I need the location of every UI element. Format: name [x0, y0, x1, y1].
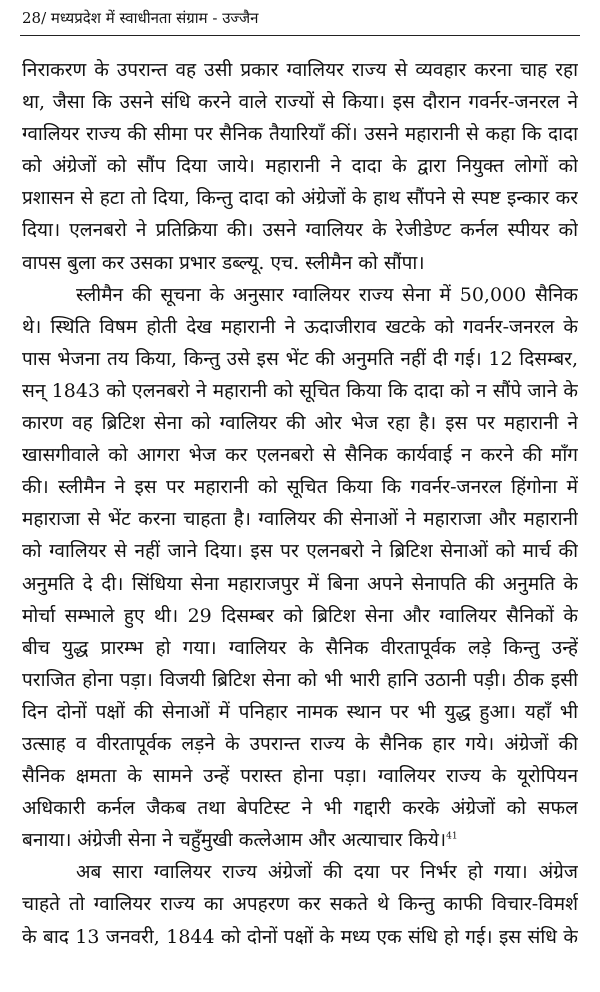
- text-line: निराकरण के उपरान्त वह उसी प्रकार ग्वालियर राज्य से व्यवहार करना चाह रहा: [22, 59, 578, 81]
- text-line: पराजित होना पड़ा। विजयी ब्रिटिश सेना को भी भारी हानि उठानी पड़ी। ठीक इसी: [22, 668, 578, 691]
- text-line: थे। स्थिति विषम होती देख महारानी ने ऊदाजीराव खटके को गवर्नर-जनरल के: [22, 315, 578, 338]
- text-line: बनाया। अंग्रेजी सेना ने चहुँमुखी कत्लेआम और अत्याचार किये।: [22, 829, 447, 852]
- running-header: [22, 8, 258, 28]
- text-line: स्लीमैन की सूचना के अनुसार ग्वालियर राज्य सेना में 50,000 सैनिक: [76, 283, 578, 306]
- text-line: अनुमति दे दी। सिंधिया सेना महाराजपुर में बिना अपने सेनापति की अनुमति के: [22, 572, 578, 595]
- text-line-with-footnote: [22, 824, 578, 856]
- text-line: खासगीवाले को आगरा भेज कर एलनबरो से सैनिक कार्यवाई न करने की माँग: [22, 444, 578, 467]
- text-line: को अंग्रेजों को सौंप दिया जाये। महारानी ने दादा के द्वारा नियुक्त लोगों को: [22, 155, 578, 178]
- text-line: सन् 1843 को एलनबरो ने महारानी को सूचित किया कि दादा को न सौंपे जाने के: [22, 379, 578, 402]
- paragraph-1: [22, 54, 578, 279]
- text-line: मोर्चा सम्भाले हुए थी। 29 दिसम्बर को ब्रिटिश सेना और ग्वालियर सैनिकों के: [22, 604, 578, 627]
- text-line: ग्वालियर राज्य की सीमा पर सैनिक तैयारियाँ कीं। उसने महारानी से कहा कि दादा: [22, 123, 578, 146]
- text-line: था, जैसा कि उसने संधि करने वाले राज्यों से किया। इस दौरान गवर्नर-जनरल ने: [22, 91, 578, 114]
- text-line: को ग्वालियर से नहीं जाने दिया। इस पर एलनबरो ने ब्रिटिश सेनाओं को मार्च की: [22, 540, 578, 563]
- text-line: अब सारा ग्वालियर राज्य अंग्रेजों की दया पर निर्भर हो गया। अंग्रेज: [76, 861, 578, 884]
- text-line: बीच युद्ध प्रारम्भ हो गया। ग्वालियर के सैनिक वीरतापूर्वक लड़े किन्तु उन्हें: [22, 636, 578, 659]
- paragraph-3: [22, 856, 578, 952]
- running-title: मध्यप्रदेश में स्वाधीनता संग्राम - उज्जैन: [50, 9, 259, 27]
- text-line: सैनिक क्षमता के सामने उन्हें परास्त होना पड़ा। ग्वालियर राज्य के यूरोपियन: [22, 765, 578, 788]
- paragraph-2: [22, 279, 578, 857]
- text-line: अधिकारी कर्नल जैकब तथा बेपटिस्ट ने भी गद्दारी करके अंग्रेजों को सफल: [22, 797, 578, 820]
- text-line: दिया। एलनबरो ने प्रतिक्रिया की। उसने ग्वालियर के रेजीडेण्ट कर्नल स्पीयर को: [22, 219, 578, 242]
- text-line: के बाद 13 जनवरी, 1844 को दोनों पक्षों के मध्य एक संधि हो गई। इस संधि के: [22, 925, 578, 948]
- text-line: चाहते तो ग्वालियर राज्य का अपहरण कर सकते थे किन्तु काफी विचार-विमर्श: [22, 893, 578, 916]
- body-text: [22, 54, 578, 953]
- text-line: पास भेजना तय किया, किन्तु उसे इस भेंट की अनुमति नहीं दी गई। 12 दिसम्बर,: [22, 347, 578, 370]
- page-number: 28/: [22, 9, 47, 27]
- text-line: उत्साह व वीरतापूर्वक लड़ने के उपरान्त राज्य के सैनिक हार गये। अंग्रेजों की: [22, 732, 578, 755]
- text-line: की। स्लीमैन ने इस पर महारानी को सूचित किया कि गवर्नर-जनरल हिंगोना में: [22, 476, 578, 499]
- text-line: महाराजा से भेंट करना चाहता है। ग्वालियर की सेनाओं ने महाराजा और महारानी: [22, 508, 578, 531]
- footnote-marker: 41: [446, 831, 458, 842]
- header-rule: [20, 35, 580, 36]
- text-line: वापस बुला कर उसका प्रभार डब्ल्यू. एच. स्लीमैन को सौंपा।: [22, 251, 425, 274]
- text-line: प्रशासन से हटा तो दिया, किन्तु दादा को अंग्रेजों के हाथ सौंपने से स्पष्ट इन्कार कर: [22, 187, 578, 210]
- text-line: कारण वह ब्रिटिश सेना को ग्वालियर की ओर भेज रहा है। इस पर महारानी ने: [22, 412, 578, 435]
- text-line: दिन दोनों पक्षों की सेनाओं में पनिहार नामक स्थान पर भी युद्ध हुआ। यहाँ भी: [22, 700, 578, 723]
